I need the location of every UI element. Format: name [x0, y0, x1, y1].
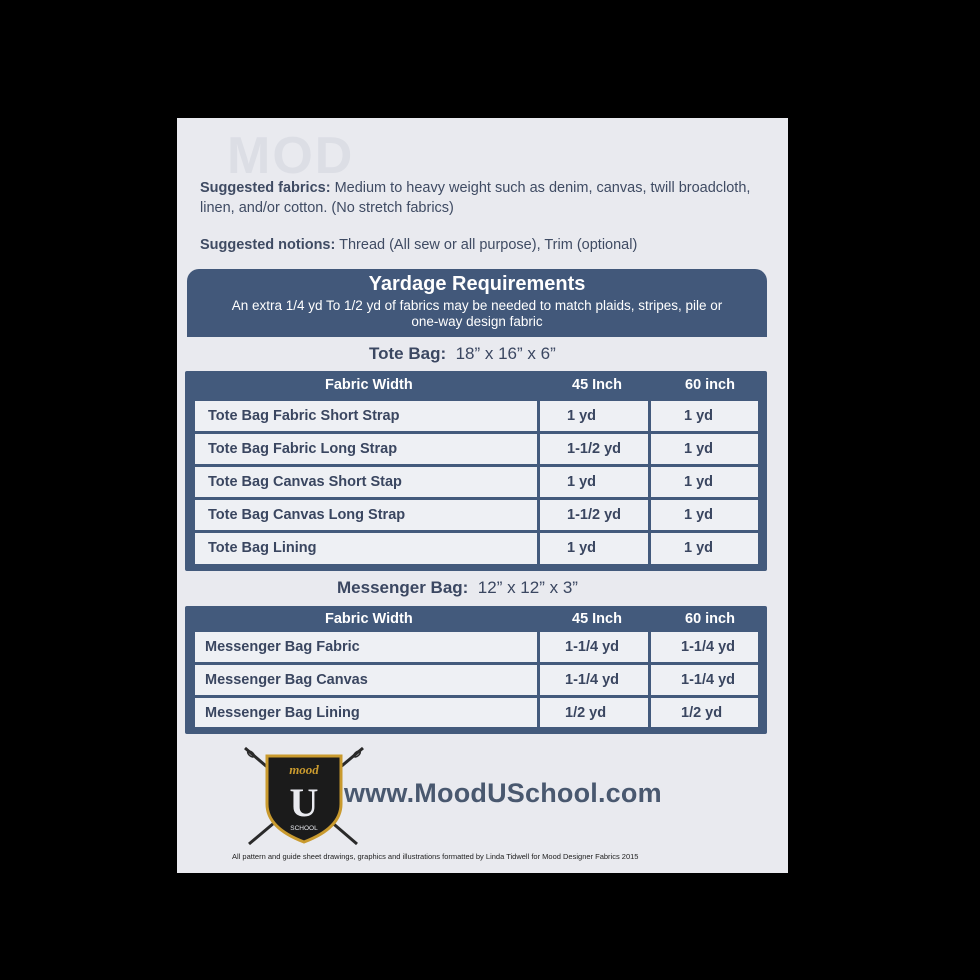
faded-header-title: MOD: [227, 127, 355, 185]
header-45-inch: 45 Inch: [572, 611, 622, 627]
table-cell-60: 1 yd: [651, 401, 758, 431]
table-cell-45: 1-1/2 yd: [540, 434, 648, 464]
table-row-label: Messenger Bag Fabric: [195, 632, 537, 662]
logo-school-text: SCHOOL: [290, 825, 318, 832]
table-cell-60: 1/2 yd: [651, 698, 758, 727]
header-fabric-width: Fabric Width: [325, 611, 413, 627]
yardage-title: Yardage Requirements: [368, 273, 586, 295]
header-60-inch: 60 inch: [685, 377, 735, 393]
footer-credit: All pattern and guide sheet drawings, graphics and illustrations formatted by Linda Tidwell for Mood Designer Fabrics 2015: [232, 852, 639, 861]
header-60-inch: 60 inch: [685, 611, 735, 627]
messenger-bag-subtitle: [337, 578, 578, 598]
table-row-label: Tote Bag Lining: [195, 533, 537, 564]
table-row-label: Messenger Bag Lining: [195, 698, 537, 727]
tote-yardage-table: [185, 371, 767, 571]
messenger-yardage-table: [185, 606, 767, 734]
table-cell-60: 1-1/4 yd: [651, 665, 758, 695]
logo-mood-text: mood: [289, 762, 319, 777]
messenger-bag-name: Messenger Bag:: [337, 578, 469, 597]
suggested-fabrics-text: Medium to heavy weight such as denim, canvas, twill broadcloth, linen, and/or cotton. (No stretch fabrics): [200, 180, 751, 216]
header-45-inch: 45 Inch: [572, 377, 622, 393]
suggested-fabrics-label: Suggested fabrics:: [200, 180, 331, 196]
yardage-banner: [187, 269, 767, 337]
messenger-bag-dims: 12” x 12” x 3”: [477, 578, 578, 597]
table-cell-45: 1 yd: [540, 401, 648, 431]
table-cell-60: 1 yd: [651, 533, 758, 564]
table-cell-45: 1-1/4 yd: [540, 665, 648, 695]
table-cell-45: 1 yd: [540, 533, 648, 564]
tote-bag-dims: 18” x 16” x 6”: [455, 344, 556, 363]
header-fabric-width: Fabric Width: [325, 377, 413, 393]
pattern-sheet: [177, 118, 788, 873]
tote-bag-name: Tote Bag:: [369, 344, 447, 363]
tote-bag-subtitle: [369, 344, 556, 364]
table-cell-60: 1 yd: [651, 434, 758, 464]
table-cell-45: 1/2 yd: [540, 698, 648, 727]
suggested-fabrics: [200, 178, 760, 218]
yardage-note: An extra 1/4 yd To 1/2 yd of fabrics may be needed to match plaids, stripes, pile or one-way design fabric: [231, 298, 723, 329]
table-cell-60: 1 yd: [651, 500, 758, 530]
table-cell-45: 1-1/4 yd: [540, 632, 648, 662]
table-row-label: Tote Bag Canvas Long Strap: [195, 500, 537, 530]
suggested-notions-text: Thread (All sew or all purpose), Trim (optional): [339, 237, 638, 253]
table-row-label: Tote Bag Fabric Long Strap: [195, 434, 537, 464]
table-cell-60: 1 yd: [651, 467, 758, 497]
table-cell-60: 1-1/4 yd: [651, 632, 758, 662]
website-url: www.MoodUSchool.com: [344, 778, 662, 808]
table-cell-45: 1-1/2 yd: [540, 500, 648, 530]
table-row-label: Tote Bag Canvas Short Stap: [195, 467, 537, 497]
table-cell-45: 1 yd: [540, 467, 648, 497]
logo-u-letter: U: [289, 780, 319, 825]
suggested-notions-label: Suggested notions:: [200, 237, 336, 253]
table-row-label: Messenger Bag Canvas: [195, 665, 537, 695]
table-row-label: Tote Bag Fabric Short Strap: [195, 401, 537, 431]
suggested-notions: [200, 235, 760, 255]
